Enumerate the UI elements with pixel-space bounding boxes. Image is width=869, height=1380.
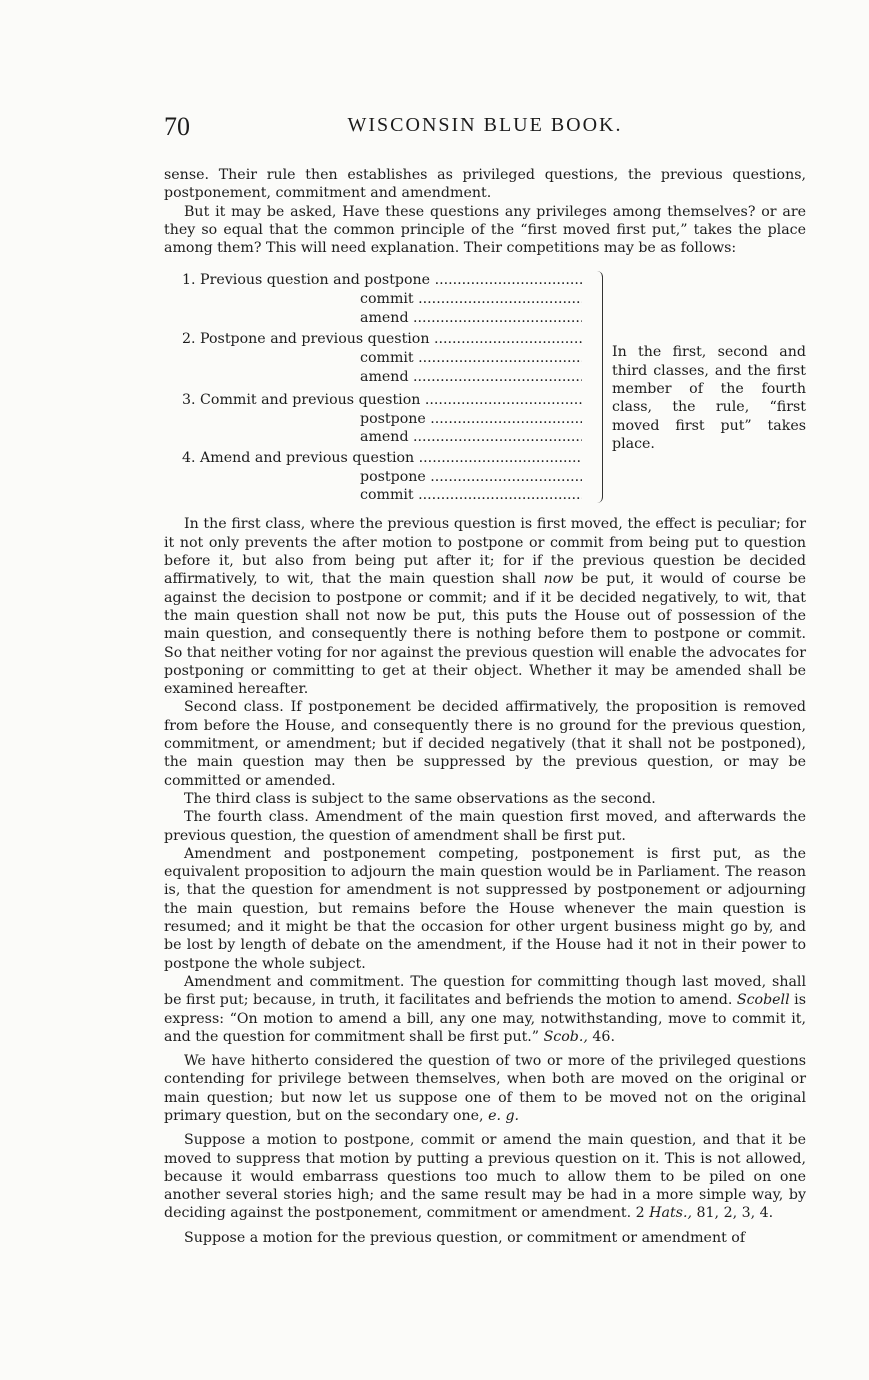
class-3-sub: postpone ..... [360,410,582,428]
paragraph: The fourth class. Amendment of the main question first moved, and afterwards the previous question, the question of amendment shall be first put. [164,809,806,844]
paragraph: Second class. If postponement be decided affirmatively, the proposition is removed from before the House, and consequently there is no ground for the previous question, commitment, or amendment; but if decided negatively (that it shall not be postponed), the main question may then be suppressed by the previous question, or may be committed or amended. [164,699,806,789]
body-text [164,166,806,1247]
class-2-sub: commit ..... [360,349,582,367]
class-1-main: 1. Previous question and postpone ..... [182,271,582,289]
page-number: 70 [164,112,190,141]
page-header [164,112,806,142]
paragraph: Amendment and commitment. The question for committing though last moved, shall be first put; because, in truth, it facilitates and befriends the motion to amend. Scobell is express: “On motion to amend a bill, any one may, notwithstanding, move to commit it, and the question for commitment shall be first put.” Scob., 46. [164,973,806,1045]
class-4-main: 4. Amend and previous question ..... [182,449,582,467]
paragraph: We have hitherto considered the question of two or more of the privileged questions contending for privilege between themselves, when both are moved on the original or main question; but now let us suppose one of them to be moved not on the original primary question, but on the secondary one, e. g. [164,1053,806,1124]
competition-table [164,271,806,503]
class-4-sub: commit ..... [360,486,582,504]
class-1-sub: commit ..... [360,290,582,308]
paragraph: But it may be asked, Have these questions any privileges among themselves? or are they so equal that the common principle of the “first moved first put,” takes the place among them? This will need explanation. Their competitions may be as follows: [164,203,806,257]
class-2-sub: amend ..... [360,368,582,386]
class-4-sub: postpone ..... [360,468,582,486]
paragraph: The third class is subject to the same observations as the second. [184,790,656,807]
paragraph: Suppose a motion to postpone, commit or amend the main question, and that it be moved to suppress that motion by putting a previous question on it. This is not allowed, because it would embarrass questions too much to allow them to be piled on one another several stories high; and the same result may be had in a more simple way, by deciding against the postponement, commitment or amendment. 2 Hats., 81, 2, 3, 4. [164,1132,806,1222]
side-note: In the first, second and third classes, and the first member of the fourth class, the rule, “first moved first put” takes place. [612,344,806,452]
brace [592,271,603,503]
class-2-main: 2. Postpone and previous question ..... [182,330,582,348]
paragraph: Amendment and postponement competing, postponement is first put, as the equivalent proposition to adjourn the main question would be in Parliament. The reason is, that the question for amendment is not suppressed by postponement or adjourning the main question, but remains before the House whenever the main question is resumed; and it might be that the occasion for other urgent business might go by, and be lost by length of debate on the amendment, if the House had it not in their power to postpone the whole subject. [164,845,806,972]
class-3-sub: amend ..... [360,428,582,446]
paragraph: Suppose a motion for the previous question, or commitment or amendment of [184,1229,746,1246]
class-3-main: 3. Commit and previous question ..... [182,391,582,409]
paragraph: In the first class, where the previous question is first moved, the effect is peculiar; for it not only prevents the after motion to postpone or commit from being put to question before it, but also from being put after it; for if the previous question be decided affirmatively, to wit, that the main question shall now be put, it would of course be against the decision to postpone or commit; and if it be decided negatively, to wit, that the main question shall not now be put, this puts the House out of possession of the main question, and consequently there is nothing before them to postpone or commit. So that neither voting for nor against the previous question will enable the advocates for postponing or committing to get at their object. Whether it may be amended shall be examined hereafter. [164,516,807,698]
class-1-sub: amend ..... [360,309,582,327]
paragraph: sense. Their rule then establishes as privileged questions, the previous questions, postponement, commitment and amendment. [164,167,806,202]
running-head: WISCONSIN BLUE BOOK. [347,114,623,136]
